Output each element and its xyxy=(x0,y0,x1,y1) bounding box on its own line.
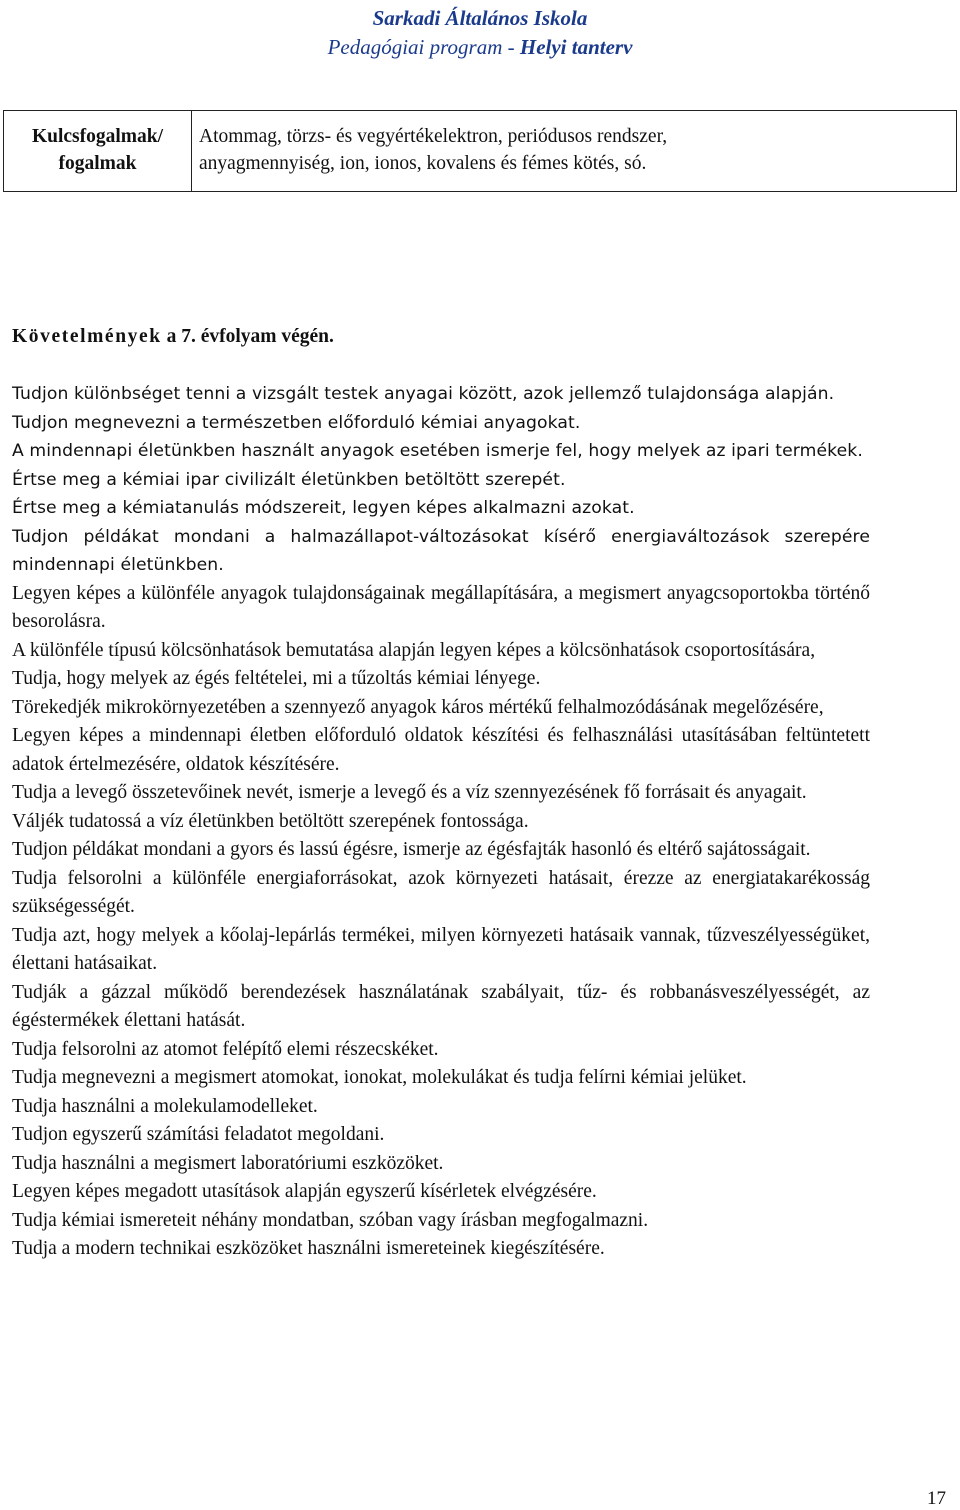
list-item: Tudja kémiai ismereteit néhány mondatban, szóban vagy írásban megfogalmazni. xyxy=(12,1209,649,1231)
list-item: Legyen képes a mindennapi életben előforduló oldatok készítési és felhasználási utasításában feltüntetett adatok értelmezésére, oldatok készítésére. xyxy=(12,725,870,775)
requirements-title-spaced: Követelmények xyxy=(12,326,162,347)
key-concepts-value-line2: anyagmennyiség, ion, ionos, kovalens és fémes kötés, só. xyxy=(199,153,647,174)
list-item: A különféle típusú kölcsönhatások bemutatása alapján legyen képes a kölcsönhatások csoportosítására, xyxy=(12,639,816,661)
list-item: Tudja megnevezni a megismert atomokat, ionokat, molekulákat és tudja felírni kémiai jelüket. xyxy=(12,1067,747,1088)
list-item: Tudja a levegő összetevőinek nevét, ismerje a levegő és a víz szennyezésének fő forrásait és anyagait. xyxy=(12,782,807,803)
list-item: Tudjon egyszerű számítási feladatot megoldani. xyxy=(12,1124,385,1145)
list-item: Törekedjék mikrokörnyezetében a szennyező anyagok káros mértékű felhalmozódásának megelőzésére, xyxy=(12,696,824,718)
requirements-title xyxy=(12,326,334,348)
program-label: Pedagógiai program - xyxy=(327,35,520,59)
page-header xyxy=(0,4,960,62)
requirements-list xyxy=(12,380,870,1264)
list-item: Értse meg a kémiatanulás módszereit, legyen képes alkalmazni azokat. xyxy=(12,498,635,518)
requirements-title-rest: a 7. évfolyam végén. xyxy=(166,326,334,347)
key-concepts-table xyxy=(3,110,957,192)
list-item: Tudja a modern technikai eszközöket használni ismereteinek kiegészítésére. xyxy=(12,1238,605,1259)
list-item: Legyen képes megadott utasítások alapján egyszerű kísérletek elvégzésére. xyxy=(12,1181,597,1202)
program-title xyxy=(0,33,960,62)
list-item: Legyen képes a különféle anyagok tulajdonságainak megállapítására, a megismert anyagcsoportokba történő besorolásra. xyxy=(12,582,870,632)
list-item: Tudja, hogy melyek az égés feltételei, mi a tűzoltás kémiai lényege. xyxy=(12,668,541,689)
list-item: Váljék tudatossá a víz életünkben betöltött szerepének fontossága. xyxy=(12,810,529,832)
school-name: Sarkadi Általános Iskola xyxy=(372,6,588,30)
key-concepts-label-line2: fogalmak xyxy=(58,153,137,174)
key-concepts-label xyxy=(4,111,192,191)
list-item: Tudja azt, hogy melyek a kőolaj-lepárlás termékei, milyen környezeti hatásaik vannak, tűzveszélyességüket, élettani hatásaikat. xyxy=(12,924,870,974)
list-item: Tudjon különbséget tenni a vizsgált testek anyagai között, azok jellemző tulajdonsága alapján. xyxy=(12,384,835,404)
page-number: 17 xyxy=(927,1488,946,1509)
list-item: Tudja felsorolni a különféle energiaforrásokat, azok környezeti hatásait, érezze az energiatakarékosság szükségességét. xyxy=(12,867,870,917)
key-concepts-value xyxy=(192,111,956,191)
list-item: Tudja használni a molekulamodelleket. xyxy=(12,1095,318,1117)
list-item: Tudja használni a megismert laboratóriumi eszközöket. xyxy=(12,1152,444,1174)
list-item: A mindennapi életünkben használt anyagok esetében ismerje fel, hogy melyek az ipari termékek. xyxy=(12,441,863,461)
tanterv-label: Helyi tanterv xyxy=(519,35,633,59)
key-concepts-value-line1: Atommag, törzs- és vegyértékelektron, periódusos rendszer, xyxy=(199,126,668,147)
list-item: Tudjon példákat mondani a halmazállapot-változásokat kísérő energiaváltozások szerepére mindennapi életünkben. xyxy=(12,526,870,575)
list-item: Tudja felsorolni az atomot felépítő elemi részecskéket. xyxy=(12,1038,439,1060)
key-concepts-label-line1: Kulcsfogalmak/ xyxy=(31,126,164,147)
list-item: Tudjon példákat mondani a gyors és lassú égésre, ismerje az égésfajták hasonló és eltérő sajátosságait. xyxy=(12,839,811,860)
list-item: Tudjon megnevezni a természetben előforduló kémiai anyagokat. xyxy=(12,412,581,433)
list-item: Értse meg a kémiai ipar civilizált életünkben betöltött szerepét. xyxy=(12,469,566,490)
list-item: Tudják a gázzal működő berendezések használatának szabályait, tűz- és robbanásveszélyességét, az égéstermékek élettani hatását. xyxy=(12,981,870,1031)
